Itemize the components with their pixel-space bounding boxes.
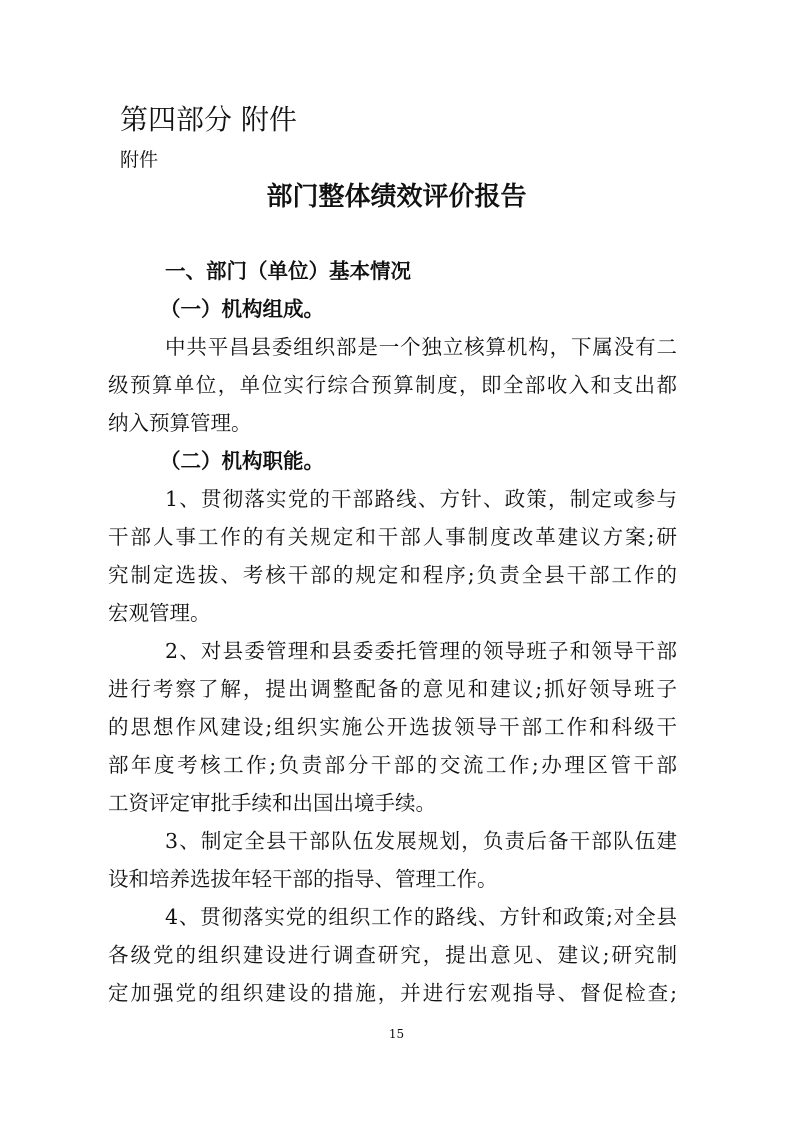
body-text-line: 1、贯彻落实党的干部路线、方针、政策，制定或参与: [165, 487, 677, 511]
section-heading: （一）机构组成。: [160, 297, 324, 321]
body-text-line: 纳入预算管理。: [108, 411, 252, 435]
body-text-line: 设和培养选拔年轻干部的指导、管理工作。: [108, 867, 498, 891]
body-text-line: 3、制定全县干部队伍发展规划，负责后备干部队伍建: [165, 829, 677, 853]
body-text-line: 究制定选拔、考核干部的规定和程序;负责全县干部工作的: [108, 563, 677, 587]
body-text-line: 部年度考核工作;负责部分干部的交流工作;办理区管干部: [108, 753, 677, 777]
body-text-line: 宏观管理。: [108, 601, 211, 625]
section-heading: （二）机构职能。: [160, 449, 324, 473]
annex-label: 附件: [120, 149, 159, 171]
body-text-line: 4、贯彻落实党的组织工作的路线、方针和政策;对全县: [165, 905, 677, 929]
body-text-line: 进行考察了解，提出调整配备的意见和建议;抓好领导班子: [108, 677, 677, 701]
body-text-line: 各级党的组织建设进行调查研究，提出意见、建议;研究制: [108, 943, 677, 967]
body-text-line: 的思想作风建设;组织实施公开选拔领导干部工作和科级干: [108, 715, 677, 739]
body-text-line: 2、对县委管理和县委委托管理的领导班子和领导干部: [165, 639, 677, 663]
body-text-line: 工资评定审批手续和出国出境手续。: [108, 791, 436, 815]
part-heading: 第四部分 附件: [120, 103, 297, 136]
section-heading: 一、部门（单位）基本情况: [165, 259, 411, 283]
body-text-line: 级预算单位，单位实行综合预算制度，即全部收入和支出都: [108, 373, 677, 397]
body-text-line: 干部人事工作的有关规定和干部人事制度改革建议方案;研: [108, 525, 677, 549]
page-number: 15: [388, 1027, 405, 1041]
body-text-line: 中共平昌县委组织部是一个独立核算机构，下属没有二: [165, 335, 677, 359]
document-body: [108, 252, 677, 1012]
body-text-line: 定加强党的组织建设的措施，并进行宏观指导、督促检查;: [108, 981, 677, 1005]
report-title: 部门整体绩效评价报告: [266, 182, 527, 212]
